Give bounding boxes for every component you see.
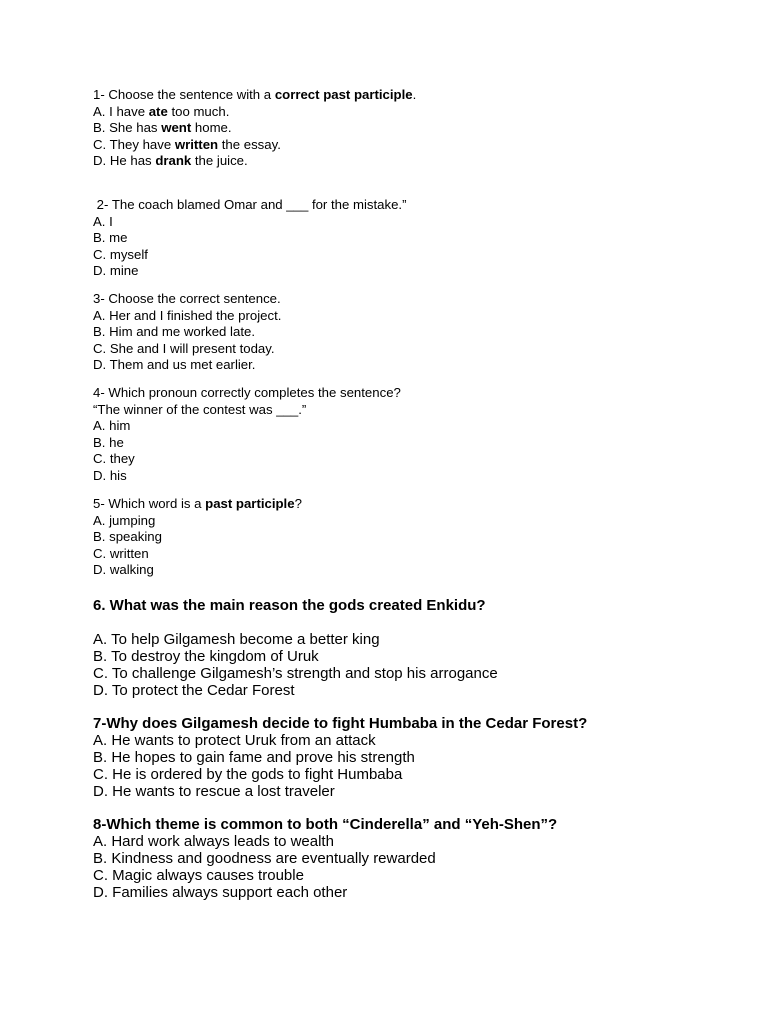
question-sentence: “The winner of the contest was ___.” [93,401,307,417]
answer-option-c: C. He is ordered by the gods to fight Humbaba [93,766,403,783]
answer-option-c: C. myself [93,246,148,262]
emphasized-term: went [161,120,192,136]
answer-option-b: B. me [93,230,128,246]
question-8 [93,816,557,901]
question-stem: 2- The coach blamed Omar and ___ for the mistake.” [93,197,407,212]
answer-option-a: A. I have ate too much. [93,103,230,119]
answer-option-a: A. To help Gilgamesh become a better king [93,631,380,648]
answer-option-b: B. To destroy the kingdom of Uruk [93,648,319,665]
answer-option-d: D. He wants to rescue a lost traveler [93,783,335,800]
question-5 [93,496,302,579]
question-stem: 5- Which word is a past participle? [93,496,302,511]
answer-option-b: B. She has went home. [93,120,232,136]
question-stem: 1- Choose the sentence with a correct past participle. [93,87,417,102]
answer-option-d: D. Them and us met earlier. [93,357,256,373]
answer-option-d: D. mine [93,263,139,279]
answer-option-c: C. they [93,451,135,467]
answer-option-b: B. speaking [93,529,162,545]
question-1 [93,87,416,170]
answer-option-c: C. She and I will present today. [93,340,275,356]
answer-option-d: D. He has drank the juice. [93,153,248,169]
answer-option-b: B. he [93,434,124,450]
answer-option-d: D. walking [93,562,154,578]
emphasized-term: written [174,136,219,152]
answer-option-a: A. He wants to protect Uruk from an attack [93,732,376,749]
emphasized-term: past participle [205,496,295,511]
answer-option-b: B. Him and me worked late. [93,324,255,340]
answer-option-c: C. To challenge Gilgamesh’s strength and stop his arrogance [93,665,498,682]
answer-option-a: A. Hard work always leads to wealth [93,833,334,850]
answer-option-d: D. Families always support each other [93,884,348,901]
question-stem: 4- Which pronoun correctly completes the sentence? [93,385,401,400]
answer-option-d: D. To protect the Cedar Forest [93,682,295,699]
question-stem: 3- Choose the correct sentence. [93,291,281,306]
question-stem: 7-Why does Gilgamesh decide to fight Humbaba in the Cedar Forest? [93,715,588,732]
question-7 [93,715,587,800]
answer-option-a: A. him [93,418,131,434]
answer-option-d: D. his [93,467,127,483]
question-2 [93,197,406,280]
question-4 [93,385,401,485]
answer-option-c: C. They have written the essay. [93,136,281,152]
answer-option-a: A. Her and I finished the project. [93,307,282,323]
emphasized-term: drank [155,153,192,169]
question-stem: 6. What was the main reason the gods created Enkidu? [93,597,486,614]
question-3 [93,291,281,374]
emphasized-term: correct past participle [274,87,413,102]
question-6 [93,597,498,699]
answer-option-b: B. Kindness and goodness are eventually rewarded [93,850,436,867]
answer-option-c: C. Magic always causes trouble [93,867,304,884]
answer-option-a: A. jumping [93,512,156,528]
answer-option-b: B. He hopes to gain fame and prove his strength [93,749,415,766]
answer-option-a: A. I [93,213,113,229]
answer-option-c: C. written [93,545,149,561]
question-stem: 8-Which theme is common to both “Cinderella” and “Yeh-Shen”? [93,816,558,833]
emphasized-term: ate [148,103,168,119]
